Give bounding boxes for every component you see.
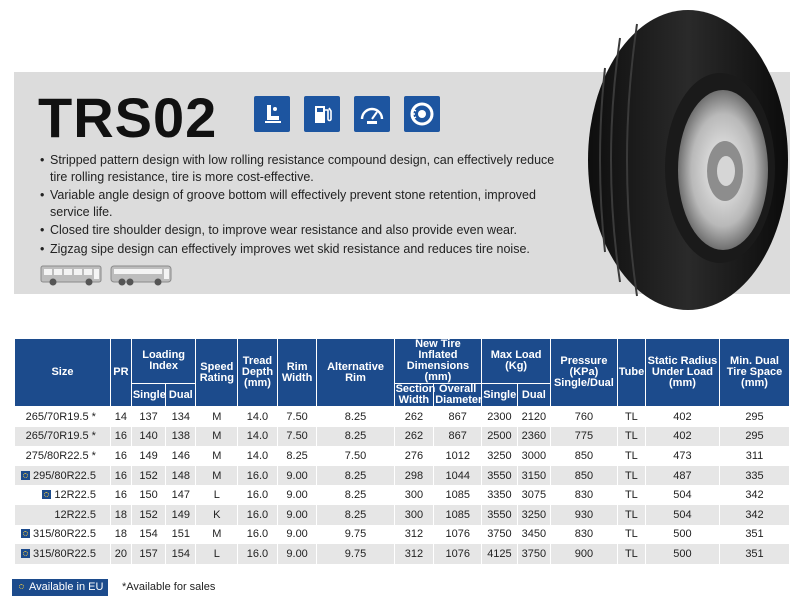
col-rim-width: Rim Width bbox=[277, 339, 317, 407]
eu-legend-label: Available in EU bbox=[29, 581, 104, 593]
col-load-single: Single bbox=[482, 384, 517, 407]
feature-bullet: • Stripped pattern design with low rolling resistance compound design, can effectively reduce tire rolling resistance, tire is more cost-effective. bbox=[40, 152, 560, 185]
cell-diameter: 867 bbox=[434, 407, 482, 427]
cell-speed: M bbox=[196, 427, 238, 447]
cell-alt-rim: 9.75 bbox=[317, 525, 394, 545]
size-label: 265/70R19.5 * bbox=[25, 410, 96, 423]
cell-rim: 9.00 bbox=[277, 466, 317, 486]
cell-pr: 20 bbox=[110, 544, 131, 564]
cell-load-dual: 2120 bbox=[517, 407, 550, 427]
col-max-load: Max Load (Kg) bbox=[482, 339, 551, 384]
cell-li-dual: 149 bbox=[166, 505, 196, 525]
size-label: 265/70R19.5 * bbox=[25, 430, 96, 443]
table-row bbox=[15, 407, 790, 427]
cell-tube: TL bbox=[617, 466, 645, 486]
col-li-dual: Dual bbox=[166, 384, 196, 407]
cell-static-radius: 473 bbox=[645, 446, 719, 466]
cell-speed: M bbox=[196, 525, 238, 545]
cell-tube: TL bbox=[617, 544, 645, 564]
cell-rim: 9.00 bbox=[277, 544, 317, 564]
size-label: 315/80R22.5 bbox=[32, 528, 96, 541]
cell-tread: 16.0 bbox=[238, 485, 278, 505]
cell-tread: 16.0 bbox=[238, 525, 278, 545]
cell-static-radius: 487 bbox=[645, 466, 719, 486]
cell-load-dual: 3450 bbox=[517, 525, 550, 545]
col-static-radius: Static Radius Under Load (mm) bbox=[645, 339, 719, 407]
cell-rim: 9.00 bbox=[277, 525, 317, 545]
speedometer-icon bbox=[354, 96, 390, 132]
cell-load-dual: 3250 bbox=[517, 505, 550, 525]
tire-image bbox=[585, 8, 790, 313]
cell-li-dual: 151 bbox=[166, 525, 196, 545]
col-min-dual: Min. Dual Tire Space (mm) bbox=[719, 339, 789, 407]
cell-load-single: 3250 bbox=[482, 446, 517, 466]
cell-static-radius: 500 bbox=[645, 544, 719, 564]
cell-tread: 14.0 bbox=[238, 446, 278, 466]
cell-section: 300 bbox=[394, 485, 434, 505]
cell-pr: 16 bbox=[110, 466, 131, 486]
col-pr: PR bbox=[110, 339, 131, 407]
cell-li-dual: 146 bbox=[166, 446, 196, 466]
size-label: 295/80R22.5 bbox=[32, 469, 96, 482]
cell-speed: M bbox=[196, 446, 238, 466]
cell-load-single: 3350 bbox=[482, 485, 517, 505]
cell-section: 262 bbox=[394, 407, 434, 427]
cell-size bbox=[15, 544, 111, 564]
size-label: 315/80R22.5 bbox=[32, 547, 96, 560]
eu-flag-icon bbox=[21, 529, 30, 538]
cell-load-single: 2500 bbox=[482, 427, 517, 447]
cell-load-single: 2300 bbox=[482, 407, 517, 427]
feature-bullet: • Closed tire shoulder design, to improve wear resistance and also provide even wear. bbox=[40, 222, 560, 239]
cell-alt-rim: 8.25 bbox=[317, 427, 394, 447]
cell-rim: 9.00 bbox=[277, 505, 317, 525]
cell-tube: TL bbox=[617, 505, 645, 525]
feature-bullet: • Zigzag sipe design can effectively improves wet skid resistance and reduces tire noise. bbox=[40, 241, 560, 258]
col-tread-depth: Tread Depth (mm) bbox=[238, 339, 278, 407]
cell-li-single: 149 bbox=[131, 446, 165, 466]
eu-flag-icon bbox=[17, 582, 26, 591]
spec-table bbox=[14, 338, 790, 564]
cell-speed: M bbox=[196, 466, 238, 486]
cell-li-dual: 138 bbox=[166, 427, 196, 447]
col-size: Size bbox=[15, 339, 111, 407]
cell-load-single: 3550 bbox=[482, 505, 517, 525]
cell-min-dual: 342 bbox=[719, 505, 789, 525]
cell-diameter: 1085 bbox=[434, 485, 482, 505]
cell-section: 298 bbox=[394, 466, 434, 486]
cell-pr: 16 bbox=[110, 446, 131, 466]
cell-min-dual: 335 bbox=[719, 466, 789, 486]
cell-min-dual: 351 bbox=[719, 544, 789, 564]
cell-section: 312 bbox=[394, 525, 434, 545]
table-row bbox=[15, 525, 790, 545]
cell-load-dual: 3000 bbox=[517, 446, 550, 466]
cell-tube: TL bbox=[617, 485, 645, 505]
cell-pressure: 775 bbox=[551, 427, 618, 447]
cell-tube: TL bbox=[617, 525, 645, 545]
cell-size bbox=[15, 485, 111, 505]
cell-li-dual: 154 bbox=[166, 544, 196, 564]
cell-speed: K bbox=[196, 505, 238, 525]
fuel-pump-icon bbox=[304, 96, 340, 132]
cell-alt-rim: 7.50 bbox=[317, 446, 394, 466]
cell-pressure: 760 bbox=[551, 407, 618, 427]
cell-min-dual: 342 bbox=[719, 485, 789, 505]
seat-comfort-icon bbox=[254, 96, 290, 132]
size-label: 12R22.5 bbox=[54, 489, 96, 502]
table-row bbox=[15, 446, 790, 466]
cell-load-dual: 3150 bbox=[517, 466, 550, 486]
cell-alt-rim: 8.25 bbox=[317, 485, 394, 505]
cell-alt-rim: 9.75 bbox=[317, 544, 394, 564]
col-speed-rating: Speed Rating bbox=[196, 339, 238, 407]
cell-speed: L bbox=[196, 485, 238, 505]
spec-table-body bbox=[15, 407, 790, 564]
application-icons bbox=[40, 265, 172, 287]
cell-static-radius: 504 bbox=[645, 505, 719, 525]
cell-alt-rim: 8.25 bbox=[317, 505, 394, 525]
cell-static-radius: 500 bbox=[645, 525, 719, 545]
cell-size bbox=[15, 525, 111, 545]
cell-tread: 14.0 bbox=[238, 407, 278, 427]
cell-section: 312 bbox=[394, 544, 434, 564]
coach-icon bbox=[110, 265, 172, 287]
cell-pressure: 900 bbox=[551, 544, 618, 564]
col-load-dual: Dual bbox=[517, 384, 550, 407]
cell-tread: 16.0 bbox=[238, 466, 278, 486]
cell-li-single: 152 bbox=[131, 466, 165, 486]
cell-speed: M bbox=[196, 407, 238, 427]
col-loading-index: Loading Index bbox=[131, 339, 196, 384]
cell-tube: TL bbox=[617, 427, 645, 447]
cell-li-single: 150 bbox=[131, 485, 165, 505]
cell-li-dual: 147 bbox=[166, 485, 196, 505]
table-row bbox=[15, 485, 790, 505]
cell-pr: 16 bbox=[110, 427, 131, 447]
cell-rim: 8.25 bbox=[277, 446, 317, 466]
cell-min-dual: 311 bbox=[719, 446, 789, 466]
cell-li-dual: 134 bbox=[166, 407, 196, 427]
cell-diameter: 1076 bbox=[434, 525, 482, 545]
col-alternative-rim: Alternative Rim bbox=[317, 339, 394, 407]
tire-tread-icon bbox=[404, 96, 440, 132]
feature-icons bbox=[254, 96, 440, 132]
cell-li-dual: 148 bbox=[166, 466, 196, 486]
table-row bbox=[15, 427, 790, 447]
cell-section: 262 bbox=[394, 427, 434, 447]
cell-min-dual: 295 bbox=[719, 427, 789, 447]
eu-flag-icon bbox=[42, 490, 51, 499]
sales-note: *Available for sales bbox=[122, 581, 216, 593]
cell-pressure: 830 bbox=[551, 525, 618, 545]
cell-li-single: 137 bbox=[131, 407, 165, 427]
cell-size bbox=[15, 446, 111, 466]
cell-speed: L bbox=[196, 544, 238, 564]
product-title: TRS02 bbox=[38, 86, 218, 149]
table-row bbox=[15, 544, 790, 564]
cell-alt-rim: 8.25 bbox=[317, 407, 394, 427]
cell-static-radius: 402 bbox=[645, 427, 719, 447]
cell-tread: 14.0 bbox=[238, 427, 278, 447]
cell-section: 276 bbox=[394, 446, 434, 466]
cell-min-dual: 295 bbox=[719, 407, 789, 427]
cell-tread: 16.0 bbox=[238, 505, 278, 525]
table-row bbox=[15, 466, 790, 486]
cell-tube: TL bbox=[617, 446, 645, 466]
cell-li-single: 152 bbox=[131, 505, 165, 525]
size-label: 275/80R22.5 * bbox=[25, 449, 96, 462]
col-section-width: Section Width bbox=[395, 383, 436, 406]
table-row bbox=[15, 505, 790, 525]
cell-load-dual: 2360 bbox=[517, 427, 550, 447]
cell-alt-rim: 8.25 bbox=[317, 466, 394, 486]
cell-load-single: 4125 bbox=[482, 544, 517, 564]
cell-li-single: 154 bbox=[131, 525, 165, 545]
bus-icon bbox=[40, 265, 102, 287]
cell-pressure: 850 bbox=[551, 466, 618, 486]
cell-size bbox=[15, 427, 111, 447]
size-label: 12R22.5 bbox=[54, 508, 96, 521]
col-overall-diameter: Overall Diameter bbox=[435, 383, 483, 406]
cell-load-single: 3750 bbox=[482, 525, 517, 545]
feature-bullet: • Variable angle design of groove bottom will effectively prevent stone retention, improved service life. bbox=[40, 187, 560, 220]
eu-legend bbox=[12, 579, 108, 596]
cell-min-dual: 351 bbox=[719, 525, 789, 545]
feature-list bbox=[40, 152, 560, 259]
cell-diameter: 1044 bbox=[434, 466, 482, 486]
cell-section: 300 bbox=[394, 505, 434, 525]
cell-diameter: 867 bbox=[434, 427, 482, 447]
cell-li-single: 157 bbox=[131, 544, 165, 564]
col-tube: Tube bbox=[617, 339, 645, 407]
col-pressure: Pressure (KPa) Single/Dual bbox=[551, 339, 618, 407]
cell-tread: 16.0 bbox=[238, 544, 278, 564]
cell-size bbox=[15, 407, 111, 427]
cell-rim: 9.00 bbox=[277, 485, 317, 505]
cell-load-single: 3550 bbox=[482, 466, 517, 486]
cell-pressure: 850 bbox=[551, 446, 618, 466]
cell-size bbox=[15, 505, 111, 525]
cell-pressure: 830 bbox=[551, 485, 618, 505]
cell-size bbox=[15, 466, 111, 486]
cell-pr: 14 bbox=[110, 407, 131, 427]
cell-load-dual: 3750 bbox=[517, 544, 550, 564]
cell-rim: 7.50 bbox=[277, 427, 317, 447]
cell-pr: 18 bbox=[110, 525, 131, 545]
cell-pressure: 930 bbox=[551, 505, 618, 525]
cell-rim: 7.50 bbox=[277, 407, 317, 427]
cell-static-radius: 504 bbox=[645, 485, 719, 505]
eu-flag-icon bbox=[21, 549, 30, 558]
cell-pr: 18 bbox=[110, 505, 131, 525]
eu-flag-icon bbox=[21, 471, 30, 480]
col-li-single: Single bbox=[131, 384, 165, 407]
cell-tube: TL bbox=[617, 407, 645, 427]
col-new-tire-dims: New Tire Inflated Dimensions (mm) bbox=[394, 339, 482, 384]
cell-load-dual: 3075 bbox=[517, 485, 550, 505]
cell-pr: 16 bbox=[110, 485, 131, 505]
cell-li-single: 140 bbox=[131, 427, 165, 447]
cell-diameter: 1076 bbox=[434, 544, 482, 564]
cell-static-radius: 402 bbox=[645, 407, 719, 427]
cell-diameter: 1012 bbox=[434, 446, 482, 466]
cell-diameter: 1085 bbox=[434, 505, 482, 525]
